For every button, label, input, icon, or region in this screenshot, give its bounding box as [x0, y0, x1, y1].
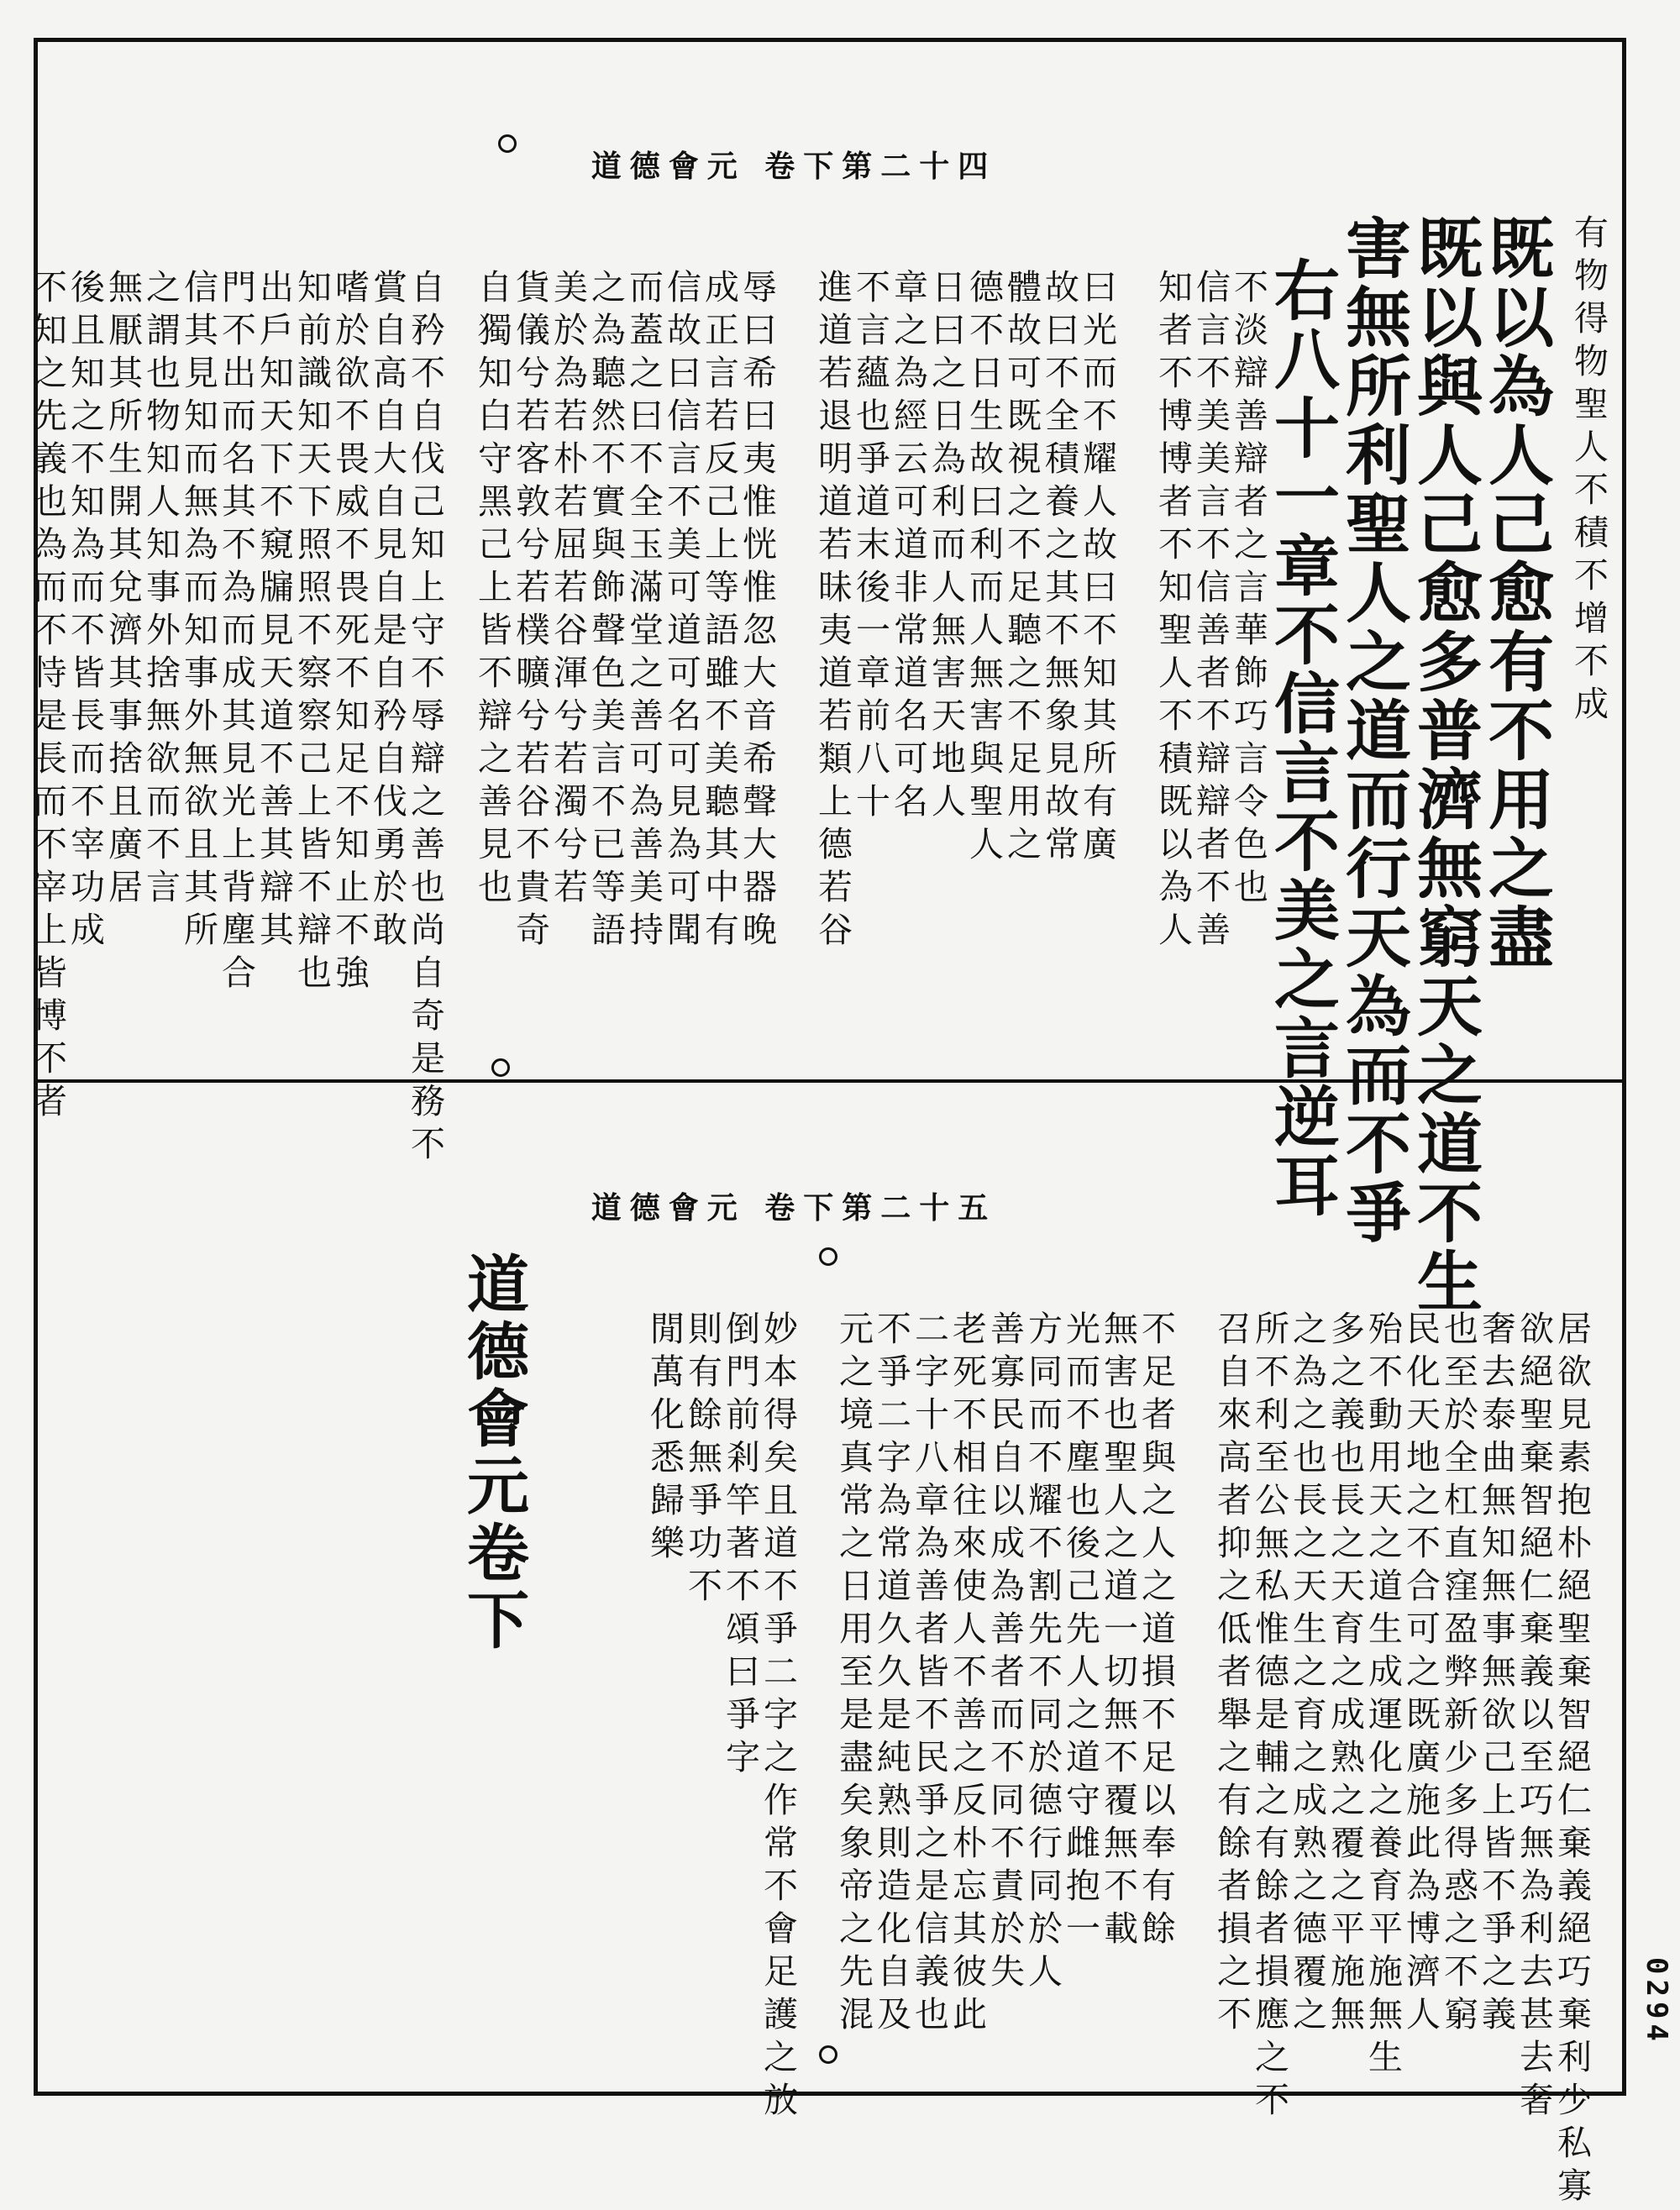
circle-mark — [819, 2045, 837, 2064]
top-col-5: 右八十一章不信言不美之言逆耳 — [1263, 256, 1340, 1220]
bottom-col-3: 奢去泰曲無知無事無欲己上皆不爭之義 — [1476, 1310, 1516, 2039]
top-col-19: 信故曰信言不美可道可名可見為可聞 — [661, 269, 701, 954]
top-col-14: 章之為經云可道非常道名可名 — [888, 269, 928, 826]
top-col-21: 之為聽然不實與飾聲色美言不已等語 — [585, 269, 626, 954]
volume-title: 道德會元卷下 — [457, 1252, 529, 1655]
top-col-1: 有物得物聖人不積不增不成 — [1568, 214, 1609, 728]
top-col-8: 知者不博博者不知聖人不積既以為人 — [1152, 269, 1193, 954]
top-col-29: 出戶知天下不窺牖見天道不善其辯其 — [254, 269, 294, 954]
top-header: 道德會元 卷下第二十四 — [591, 149, 997, 184]
top-col-20: 而蓋之曰不全玉滿堂之善可為善美持 — [623, 269, 664, 954]
bottom-col-14: 方同而不耀不割先不同於德行同於人 — [1022, 1310, 1063, 1996]
top-col-10: 故曰不全積養之其不無象見故常 — [1039, 269, 1079, 869]
top-col-26: 賞自高自大自見自是自矜自伐勇於敢 — [367, 269, 407, 954]
circle-mark — [498, 134, 517, 153]
top-col-28: 知前識知天下照照不察察己上皆不辯也 — [291, 269, 332, 997]
bottom-col-16: 老死不相往來使人不善之反朴忘其彼此 — [947, 1310, 987, 2039]
bottom-col-8: 之為之也長之天生之育之成熟之德覆之 — [1287, 1310, 1327, 2039]
top-col-6: 不淡辯善辯者之言華飾巧言令色也 — [1228, 269, 1268, 911]
top-col-30: 門不出而名其不為而成其見光上背塵合 — [216, 269, 256, 997]
bottom-col-19: 元之境真常之日用至是盡矣象帝之先混 — [833, 1310, 874, 2039]
bottom-col-9: 所不利至公無私惟德是輔之有餘者損應之不 — [1249, 1310, 1289, 2124]
bottom-col-2: 欲絕聖棄智絕仁棄義以至巧無為利去甚去奢 — [1514, 1310, 1554, 2124]
circle-mark — [819, 1247, 837, 1266]
top-col-12: 德不日生故曰利而人無害與聖人 — [963, 269, 1004, 869]
top-col-32: 之謂也物知人知事外捨無欲而不言 — [140, 269, 181, 911]
bottom-col-12: 無害也聖人之道一切無不覆無不載 — [1098, 1310, 1138, 1953]
top-col-33: 無厭其所生開其兌濟其事捨且廣居 — [102, 269, 143, 911]
top-col-7: 信言不美美言不信善者不辯辯者不善 — [1190, 269, 1231, 954]
bottom-col-5: 民化天地之不合可之既廣施此為博濟人 — [1400, 1310, 1441, 2039]
bottom-col-22: 則有餘無爭功不 — [682, 1310, 722, 1610]
bottom-col-21: 倒門前剎竿著不頌曰爭字 — [720, 1310, 760, 1782]
bottom-col-11: 不足者與之人之道損不足以奉有餘 — [1136, 1310, 1176, 1953]
bottom-col-18: 不爭二字為常道久久是純熟則造化自及 — [871, 1310, 911, 2039]
circle-mark — [491, 1058, 510, 1077]
bottom-col-13: 光而不塵也後己先人之道守雌抱一 — [1060, 1310, 1100, 1953]
top-col-24: 自獨知白守黑己上皆不辯之善見也 — [472, 269, 512, 911]
top-col-9: 曰光而不耀人故曰不知其所有廣 — [1077, 269, 1117, 869]
top-col-25: 自矜不自伐己知上守不辱辯之善也尚自奇是務不 — [405, 269, 445, 1168]
page-number: 0294 — [1640, 1957, 1673, 2046]
bottom-col-17: 二字十八章為善者皆不民爭之是信義也 — [909, 1310, 949, 2039]
top-col-31: 信其見知而無為而知事外無欲且其所 — [178, 269, 218, 954]
bottom-panel — [38, 1084, 1622, 2210]
bottom-col-6: 殆不動用天之道生成運化之養育平施無生 — [1362, 1310, 1403, 2081]
top-col-2: 既以為人己愈有不用之盡 — [1478, 214, 1554, 972]
top-col-4: 害無所利聖人之道而行天為而不爭 — [1335, 214, 1411, 1247]
top-col-13: 日曰之日為利而人無害天地人 — [926, 269, 966, 826]
top-col-27: 嗜於欲不畏威不畏死不知足不知止不強 — [329, 269, 370, 997]
top-col-3: 既以與人己愈多普濟無窮天之道不生 — [1406, 214, 1483, 1316]
top-col-35: 不知之先義也為而不恃是長而不宰上皆博不者 — [27, 269, 67, 1126]
top-col-22: 美於為若朴若屈若谷渾兮若濁兮若 — [548, 269, 588, 911]
bottom-col-15: 善寡民自以成為善者而不同不責於失 — [984, 1310, 1025, 1996]
bottom-col-23: 閒萬化悉歸樂 — [644, 1310, 685, 1567]
top-col-16: 進道若退明道若昧夷道若類上德若谷 — [812, 269, 853, 954]
bottom-col-10: 召自來高者抑之低者舉之有餘者損之不 — [1211, 1310, 1252, 2039]
bottom-col-20: 妙本得矣且道不爭二字之作常不會足護之放 — [758, 1310, 798, 2124]
bottom-col-7: 多之義也長之天育之成熟之覆之平施無 — [1325, 1310, 1365, 2039]
top-col-18: 成正言若反己上等語雖不美聽其中有 — [699, 269, 739, 954]
top-col-23: 貨儀兮若客敦兮若樸曠兮若谷不貴奇 — [510, 269, 550, 954]
top-col-34: 後且知之不知為而不皆長而不宰功成 — [65, 269, 105, 954]
bottom-col-4: 也至於全杠直窪盈弊新少多得惑之不窮 — [1438, 1310, 1478, 2039]
top-col-15: 不言蘊也爭道末後一章前八十 — [850, 269, 890, 826]
top-col-11: 體故可既視之不足聽之不足用之 — [1001, 269, 1042, 869]
top-col-17: 辱曰希曰夷惟恍惟忽大音希聲大器晚 — [737, 269, 777, 954]
bottom-col-1: 居欲見素抱朴絕聖棄智絕仁棄義絕巧棄利少私寡 — [1551, 1310, 1592, 2210]
bottom-header: 道德會元 卷下第二十五 — [591, 1190, 997, 1226]
